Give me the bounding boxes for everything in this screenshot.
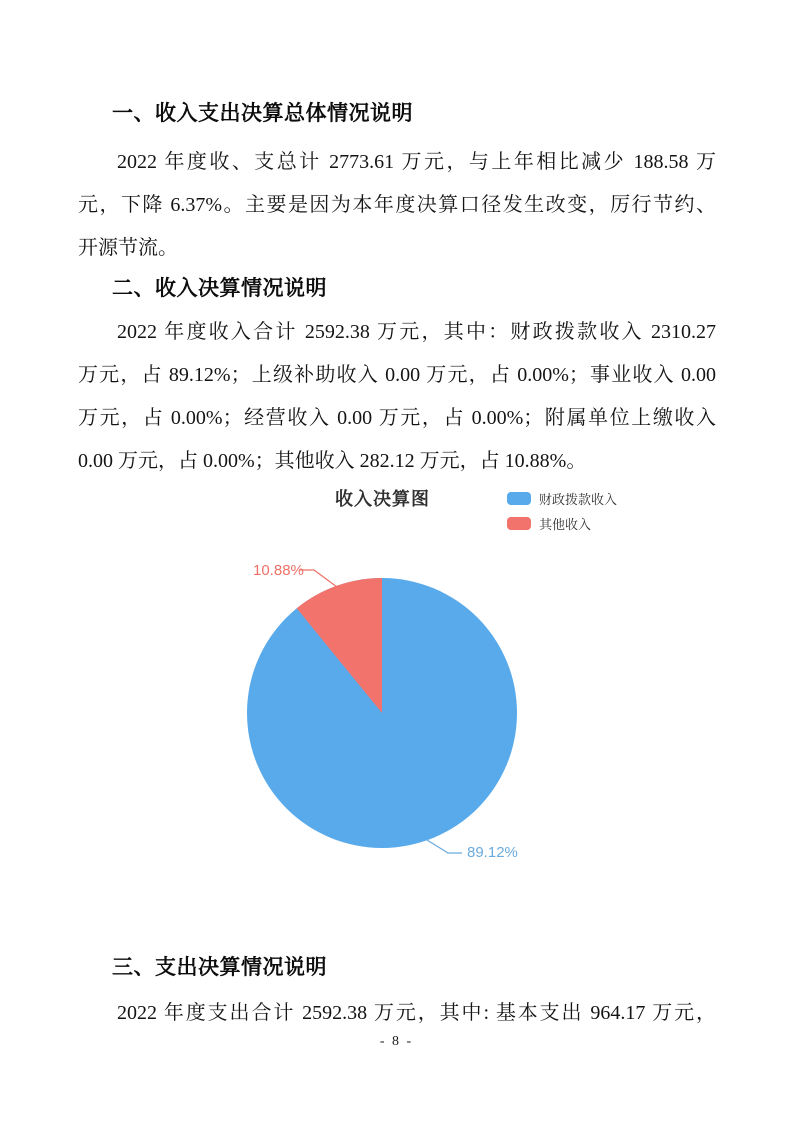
- paragraph-line: 万元，占 89.12%；上级补助收入 0.00 万元，占 0.00%；事业收入 0.00: [78, 364, 716, 386]
- pie-label-other-percent: 10.88%: [253, 562, 304, 579]
- leader-line-other: [300, 570, 337, 587]
- section-2-heading: 二、收入决算情况说明: [112, 277, 327, 300]
- legend-label: 财政拨款收入: [539, 492, 618, 507]
- pie-chart: [240, 565, 530, 855]
- legend-swatch-other: [507, 517, 531, 530]
- paragraph-line: 0.00 万元，占 0.00%；其他收入 282.12 万元，占 10.88%。: [78, 450, 587, 472]
- paragraph-line: 2022 年度支出合计 2592.38 万元，其中: 基本支出 964.17 万元，: [117, 1002, 716, 1024]
- pie-label-fiscal-percent: 89.12%: [467, 844, 518, 861]
- leader-line-fiscal: [427, 840, 462, 853]
- section-3-heading: 三、支出决算情况说明: [112, 956, 327, 979]
- paragraph-line: 开源节流。: [78, 237, 178, 259]
- chart-title: 收入决算图: [335, 489, 430, 509]
- page-number: - 8 -: [379, 1034, 414, 1049]
- legend-label: 其他收入: [539, 517, 592, 532]
- paragraph-line: 2022 年度收、支总计 2773.61 万元，与上年相比减少 188.58 万: [117, 151, 716, 173]
- chart-legend: [507, 490, 617, 540]
- paragraph-line: 元，下降 6.37%。主要是因为本年度决算口径发生改变，厉行节约、: [78, 194, 716, 216]
- section-1-heading: 一、收入支出决算总体情况说明: [112, 102, 413, 125]
- legend-item-fiscal: [507, 490, 617, 507]
- legend-item-other: [507, 515, 617, 532]
- legend-swatch-fiscal: [507, 492, 531, 505]
- paragraph-line: 2022 年度收入合计 2592.38 万元，其中：财政拨款收入 2310.27: [117, 321, 716, 343]
- paragraph-line: 万元，占 0.00%；经营收入 0.00 万元，占 0.00%；附属单位上缴收入: [78, 407, 716, 429]
